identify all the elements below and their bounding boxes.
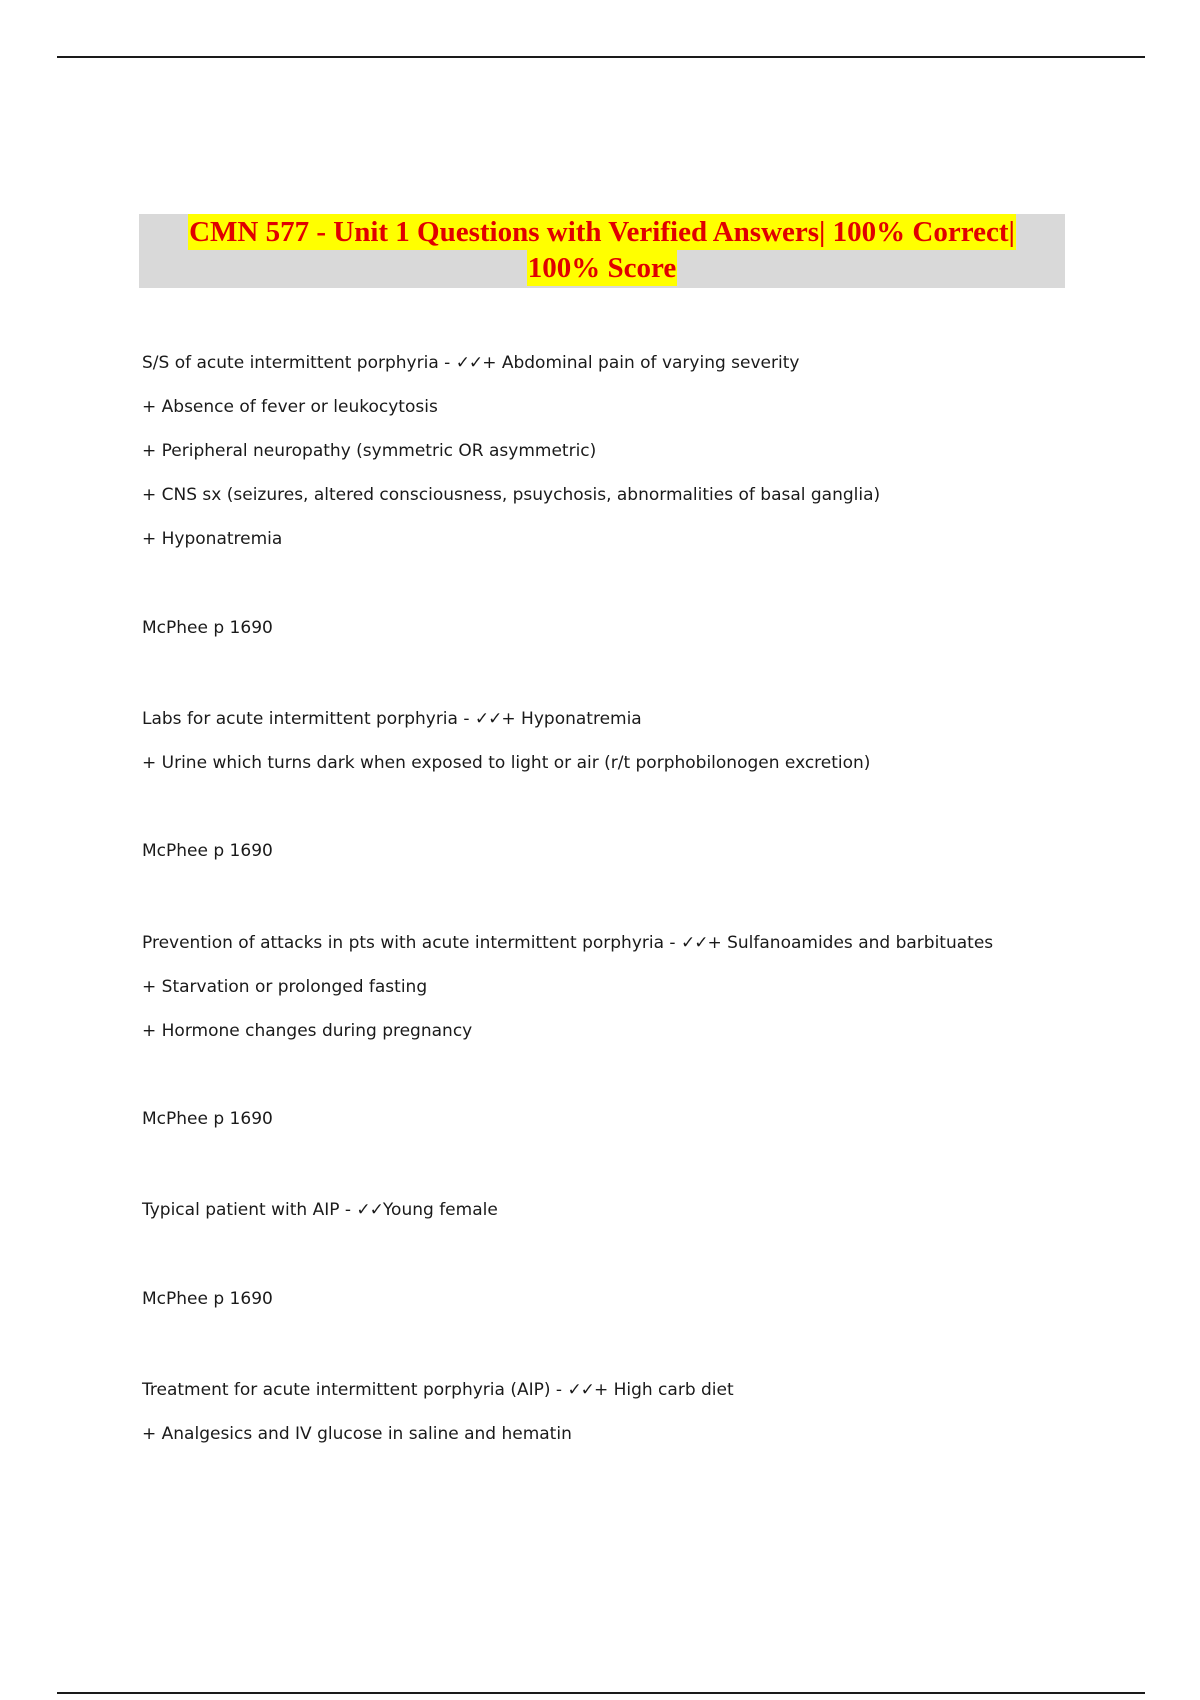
qa-5-line-2: + Analgesics and IV glucose in saline and hematin [142, 1424, 572, 1444]
check-marks-icon: ✓✓ [455, 353, 483, 373]
qa-3-line-3: + Hormone changes during pregnancy [142, 1021, 473, 1041]
qa-1-line-4: + CNS sx (seizures, altered consciousness, psuychosis, abnormalities of basal ganglia) [142, 485, 881, 505]
check-marks-icon: ✓✓ [356, 1200, 383, 1220]
qa-3-question-line [142, 932, 993, 954]
qa-5-question-line [142, 1379, 734, 1401]
check-marks-icon: ✓✓ [474, 709, 502, 729]
qa-4-question-line [142, 1199, 498, 1221]
qa-2-question: Labs for acute intermittent porphyria - [142, 709, 475, 729]
qa-5-question: Treatment for acute intermittent porphyria (AIP) - [142, 1380, 568, 1400]
check-marks-icon: ✓✓ [680, 933, 708, 953]
qa-2-reference: McPhee p 1690 [142, 841, 273, 861]
qa-3-answer: + Sulfanoamides and barbituates [707, 933, 994, 953]
qa-5-answer: + High carb diet [593, 1380, 734, 1400]
qa-4-answer: Young female [382, 1200, 498, 1220]
top-rule [57, 56, 1145, 58]
qa-3-line-2: + Starvation or prolonged fasting [142, 977, 428, 997]
qa-2-question-line [142, 708, 642, 730]
qa-1-reference: McPhee p 1690 [142, 618, 273, 638]
qa-2-answer: + Hyponatremia [501, 709, 642, 729]
qa-4-reference: McPhee p 1690 [142, 1289, 273, 1309]
qa-3-reference: McPhee p 1690 [142, 1109, 273, 1129]
check-marks-icon: ✓✓ [567, 1380, 594, 1400]
qa-1-question: S/S of acute intermittent porphyria - [142, 353, 456, 373]
qa-1-line-3: + Peripheral neuropathy (symmetric OR asymmetric) [142, 441, 597, 461]
qa-1-answer: + Abdominal pain of varying severity [482, 353, 800, 373]
qa-3-question: Prevention of attacks in pts with acute intermittent porphyria - [142, 933, 681, 953]
qa-1-question-line [142, 352, 799, 374]
qa-1-line-5: + Hyponatremia [142, 529, 283, 549]
title-line-2: 100% Score [527, 252, 677, 284]
qa-4-question: Typical patient with AIP - [142, 1200, 357, 1220]
qa-1-line-2: + Absence of fever or leukocytosis [142, 397, 438, 417]
title-line-1: CMN 577 - Unit 1 Questions with Verified Answers| 100% Correct| [189, 216, 1015, 248]
document-title [139, 214, 1065, 286]
bottom-rule [57, 1692, 1145, 1694]
qa-2-line-2: + Urine which turns dark when exposed to light or air (r/t porphobilonogen excretion) [142, 753, 871, 773]
title-band [139, 214, 1065, 288]
